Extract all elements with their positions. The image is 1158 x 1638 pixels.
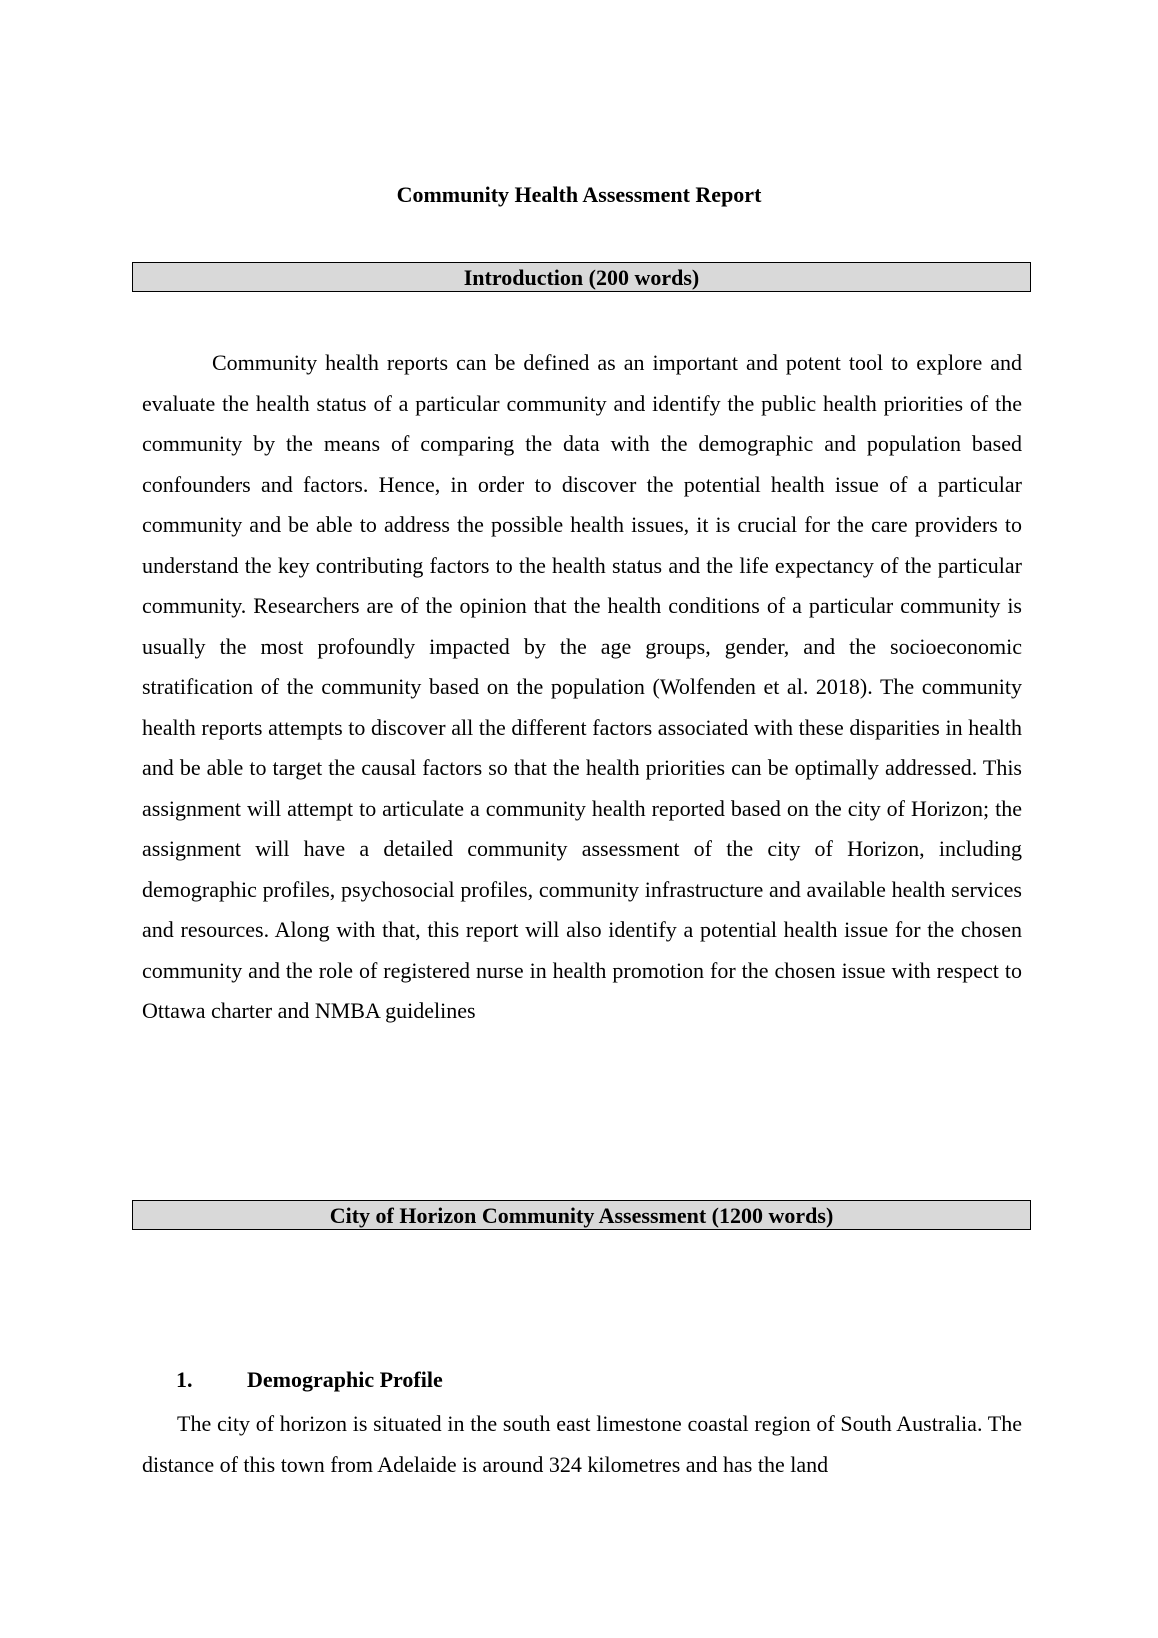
subsection-number: 1. (176, 1367, 193, 1392)
document-title: Community Health Assessment Report (396, 182, 762, 207)
introduction-paragraph: Community health reports can be defined as an important and potent tool to explore and evaluate the health status of a particular community and identify the public health priorities of the community by the means of comparing the data with the demographic and population based confounders and factors. Hence, in order to discover the potential health issue of a particular community and be able to address the possible health issues, it is crucial for the care providers to understand the key contributing factors to the health status and the life expectancy of the particular community. Researchers are of the opinion that the health conditions of a particular community is usually the most profoundly impacted by the age groups, gender, and the socioeconomic stratification of the community based on the population (Wolfenden et al. 2018). The community health reports attempts to discover all the different factors associated with these disparities in health and be able to target the causal factors so that the health priorities can be optimally addressed. This assignment will attempt to articulate a community health reported based on the city of Horizon; the assignment will have a detailed community assessment of the city of Horizon, including demographic profiles, psychosocial profiles, community infrastructure and available health services and resources. Along with that, this report will also identify a potential health issue for the chosen community and the role of registered nurse in health promotion for the chosen issue with respect to Ottawa charter and NMBA guidelines (142, 350, 1022, 1023)
section-heading-city-assessment: City of Horizon Community Assessment (1200 words) (132, 1200, 1031, 1230)
subsection-title: Demographic Profile (247, 1367, 443, 1392)
section-heading-introduction: Introduction (200 words) (132, 262, 1031, 292)
demographic-profile-paragraph: The city of horizon is situated in the south east limestone coastal region of South Australia. The distance of this town from Adelaide is around 324 kilometres and has the land (142, 1411, 1022, 1477)
subsection-heading-demographic-profile (176, 1366, 443, 1394)
